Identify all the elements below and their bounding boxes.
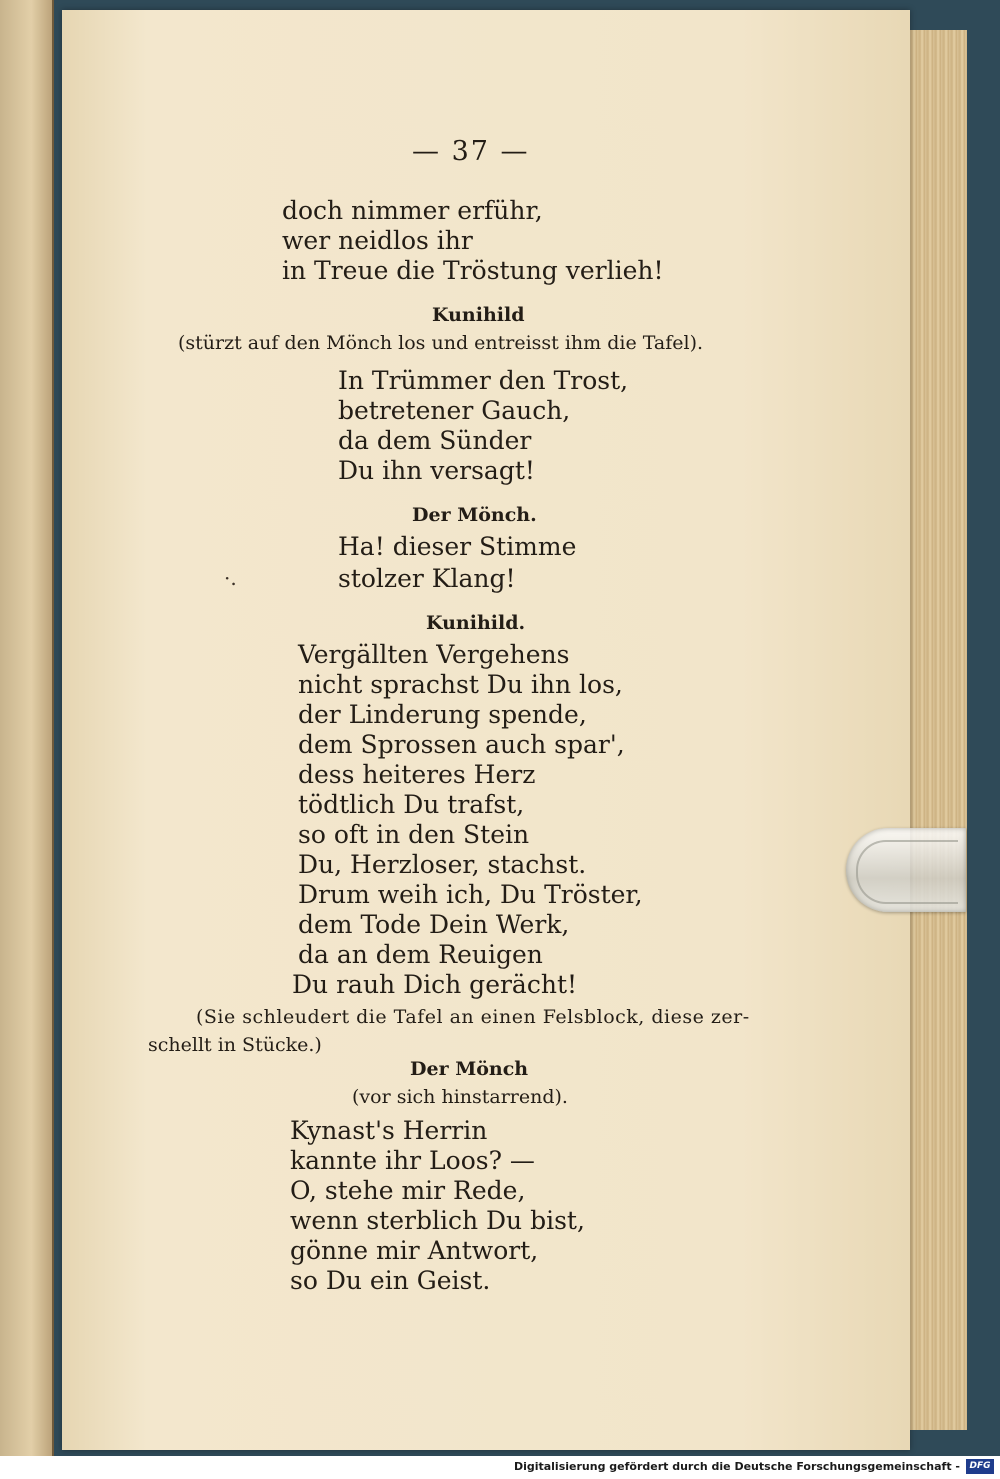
- verse-line: betretener Gauch,: [338, 396, 571, 425]
- verse-line: da dem Sünder: [338, 426, 532, 455]
- stage-direction: schellt in Stücke.): [148, 1034, 322, 1056]
- verse-line: da an dem Reuigen: [298, 940, 543, 969]
- verse-line: Du, Herzloser, stachst.: [298, 850, 587, 879]
- verse-line: In Trümmer den Trost,: [338, 366, 629, 395]
- verse-line: so Du ein Geist.: [290, 1266, 491, 1295]
- speaker-label: Kunihild.: [426, 612, 526, 634]
- verse-line: kannte ihr Loos? —: [290, 1146, 535, 1175]
- verse-line: wer neidlos ihr: [282, 226, 473, 255]
- left-page-edge: [0, 0, 54, 1456]
- verse-line: tödtlich Du trafst,: [298, 790, 525, 819]
- speaker-label: Der Mönch: [410, 1058, 529, 1080]
- verse-line: stolzer Klang!: [338, 564, 516, 593]
- verse-line: wenn sterblich Du bist,: [290, 1206, 585, 1235]
- verse-line: Du ihn versagt!: [338, 456, 535, 485]
- speaker-label: Kunihild: [432, 304, 525, 326]
- verse-line: O, stehe mir Rede,: [290, 1176, 526, 1205]
- page-number: — 37 —: [412, 136, 530, 167]
- page-clip: [846, 828, 966, 912]
- verse-line: Du rauh Dich gerächt!: [292, 970, 578, 999]
- ink-speck: ·.: [224, 566, 237, 590]
- verse-line: dess heiteres Herz: [298, 760, 536, 789]
- verse-line: so oft in den Stein: [298, 820, 530, 849]
- stage-direction: (vor sich hinstarrend).: [352, 1086, 568, 1108]
- bleed-through: [622, 150, 922, 1050]
- stage-direction: (Sie schleudert die Tafel an einen Felsblock, diese zer-: [196, 1006, 750, 1028]
- verse-line: Vergällten Vergehens: [298, 640, 570, 669]
- page-clip-inner: [856, 840, 958, 904]
- verse-line: doch nimmer erführ,: [282, 196, 543, 225]
- stage-direction: (stürzt auf den Mönch los und entreisst ihm die Tafel).: [178, 332, 704, 354]
- verse-line: nicht sprachst Du ihn los,: [298, 670, 623, 699]
- verse-line: Ha! dieser Stimme: [338, 532, 577, 561]
- footer-bar: [0, 1456, 1000, 1479]
- verse-line: in Treue die Tröstung verlieh!: [282, 256, 664, 285]
- verse-line: dem Tode Dein Werk,: [298, 910, 570, 939]
- verse-line: gönne mir Antwort,: [290, 1236, 539, 1265]
- footer-credit: Digitalisierung gefördert durch die Deutsche Forschungsgemeinschaft -: [513, 1460, 960, 1473]
- dfg-logo-icon: DFG: [966, 1459, 994, 1474]
- verse-line: der Linderung spende,: [298, 700, 587, 729]
- speaker-label: Der Mönch.: [412, 504, 537, 526]
- verse-line: Drum weih ich, Du Tröster,: [298, 880, 643, 909]
- page-block-edge: [900, 30, 967, 1430]
- verse-line: dem Sprossen auch spar',: [298, 730, 625, 759]
- verse-line: Kynast's Herrin: [290, 1116, 488, 1145]
